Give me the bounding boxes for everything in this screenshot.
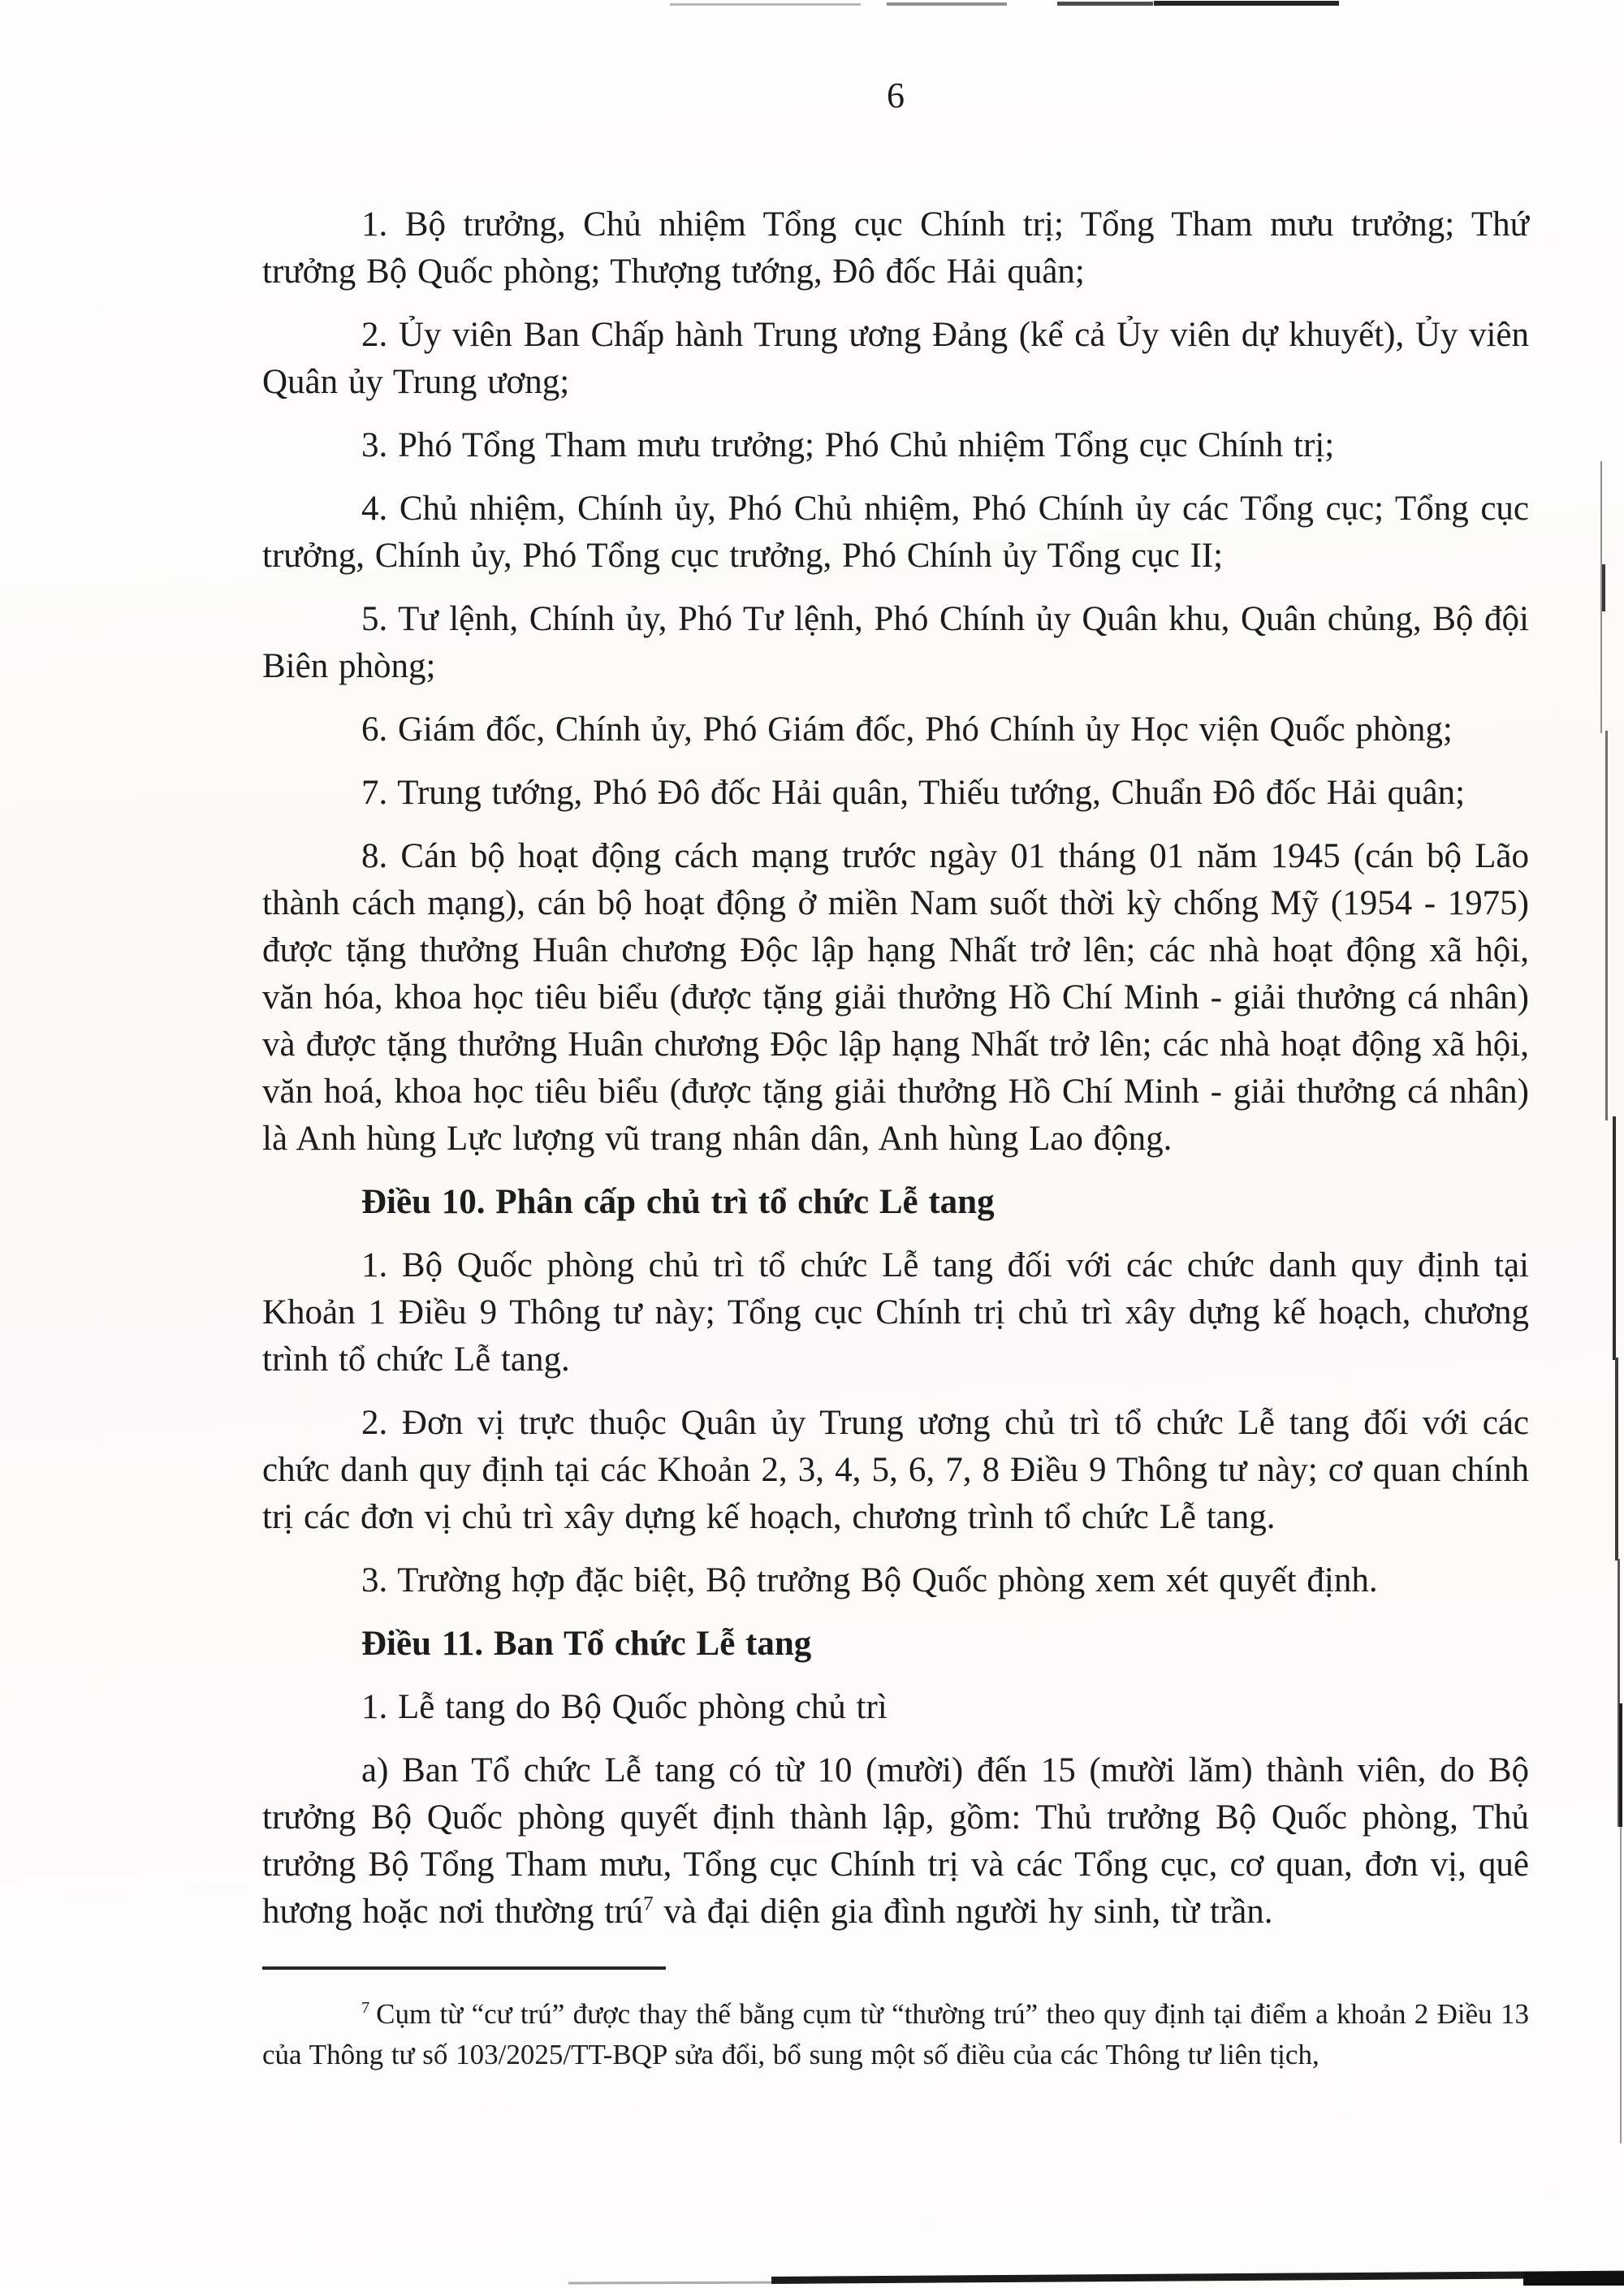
scan-artifact-bottom-line (568, 2281, 812, 2284)
paragraph: 1. Lễ tang do Bộ Quốc phòng chủ trì (361, 1688, 888, 1726)
page-number: 6 (887, 76, 905, 115)
paragraph: 5. Tư lệnh, Chính ủy, Phó Tư lệnh, Phó Chính ủy Quân khu, Quân chủng, Bộ đội Biên phòng; (262, 600, 1529, 685)
scan-artifact-right-edge (1620, 1827, 1622, 2143)
paragraph: 3. Phó Tổng Tham mưu trưởng; Phó Chủ nhiệm Tổng cục Chính trị; (361, 426, 1335, 464)
paragraph: 8. Cán bộ hoạt động cách mạng trước ngày 01 tháng 01 năm 1945 (cán bộ Lão thành cách mạng), cán bộ hoạt động ở miền Nam suốt thời kỳ chống Mỹ (1954 - 1975) được tặng thưởng Huân chương Độc lập hạng Nhất trở lên; các nhà hoạt động xã hội, văn hóa, khoa học tiêu biểu (được tặng giải thưởng Hồ Chí Minh - giải thưởng cá nhân) và được tặng thưởng Huân chương Độc lập hạng Nhất trở lên; các nhà hoạt động xã hội, văn hoá, khoa học tiêu biểu (được tặng giải thưởng Hồ Chí Minh - giải thưởng cá nhân) là Anh hùng Lực lượng vũ trang nhân dân, Anh hùng Lao động. (262, 837, 1529, 1158)
scan-artifact-right-edge (1602, 564, 1605, 611)
paragraph: 4. Chủ nhiệm, Chính ủy, Phó Chủ nhiệm, Phó Chính ủy các Tổng cục; Tổng cục trưởng, Chính ủy, Phó Tổng cục trưởng, Phó Chính ủy Tổng cục II; (262, 490, 1529, 575)
paragraph: a) Ban Tổ chức Lễ tang có từ 10 (mười) đến 15 (mười lăm) thành viên, do Bộ trưởng Bộ Quốc phòng quyết định thành lập, gồm: Thủ trưởng Bộ Quốc phòng, Thủ trưởng Bộ Tổng Tham mưu, Tổng cục Chính trị và các Tổng cục, cơ quan, đơn vị, quê hương hoặc nơi thường trú$^7$ và đại diện gia đình người hy sinh, từ trần. (262, 1751, 1529, 1931)
paragraph: 3. Trường hợp đặc biệt, Bộ trưởng Bộ Quốc phòng xem xét quyết định. (361, 1561, 1378, 1599)
paragraph: 7. Trung tướng, Phó Đô đốc Hải quân, Thiếu tướng, Chuẩn Đô đốc Hải quân; (361, 774, 1466, 812)
scan-artifact-right-edge (1613, 1116, 1616, 1360)
scan-artifact-right-edge (1618, 1559, 1620, 1827)
footnote-body: Cụm từ “cư trú” được thay thế bằng cụm từ “thường trú” theo quy định tại điểm a khoản 2 Điều 13 của Thông tư số 103/2025/TT-BQP sửa đổi, bổ sung một số điều của các Thông tư liên tịch, (262, 1998, 1529, 2070)
footnote-marker: 7 (361, 1999, 370, 2018)
scan-artifact-right-edge (1600, 461, 1602, 733)
page-content (262, 0, 1529, 2075)
paragraph: 6. Giám đốc, Chính ủy, Phó Giám đốc, Phó Chính ủy Học viện Quốc phòng; (361, 710, 1453, 749)
paragraph: 2. Đơn vị trực thuộc Quân ủy Trung ương chủ trì tổ chức Lễ tang đối với các chức danh quy định tại các Khoản 2, 3, 4, 5, 6, 7, 8 Điều 9 Thông tư này; cơ quan chính trị các đơn vị chủ trì xây dựng kế hoạch, chương trình tổ chức Lễ tang. (262, 1404, 1529, 1536)
footnote-section (262, 1966, 1529, 2075)
document-body (262, 201, 1529, 1936)
footnote-separator (262, 1966, 666, 1970)
scan-artifact-bottom-line (1523, 2272, 1624, 2286)
article-heading: Điều 11. Ban Tổ chức Lễ tang (361, 1625, 812, 1663)
scan-artifact-bottom-line (771, 2271, 1624, 2284)
paragraph: 1. Bộ Quốc phòng chủ trì tổ chức Lễ tang đối với các chức danh quy định tại Khoản 1 Điều 9 Thông tư này; Tổng cục Chính trị chủ trì xây dựng kế hoạch, chương trình tổ chức Lễ tang. (262, 1246, 1529, 1379)
article-heading: Điều 10. Phân cấp chủ trì tổ chức Lễ tang (361, 1183, 995, 1221)
footnote-reference-superscript: 7 (643, 1893, 654, 1915)
footnote-text (262, 1994, 1529, 2075)
paragraph: 2. Ủy viên Ban Chấp hành Trung ương Đảng (kể cả Ủy viên dự khuyết), Ủy viên Quân ủy Trung ương; (262, 316, 1529, 401)
scan-artifact-right-edge (1615, 1358, 1618, 1561)
paragraph: 1. Bộ trưởng, Chủ nhiệm Tổng cục Chính trị; Tổng Tham mưu trưởng; Thứ trưởng Bộ Quốc phòng; Thượng tướng, Đô đốc Hải quân; (262, 205, 1529, 291)
scan-artifact-right-edge (1605, 731, 1608, 1120)
scan-artifact-right-edge (1619, 1703, 1622, 1827)
